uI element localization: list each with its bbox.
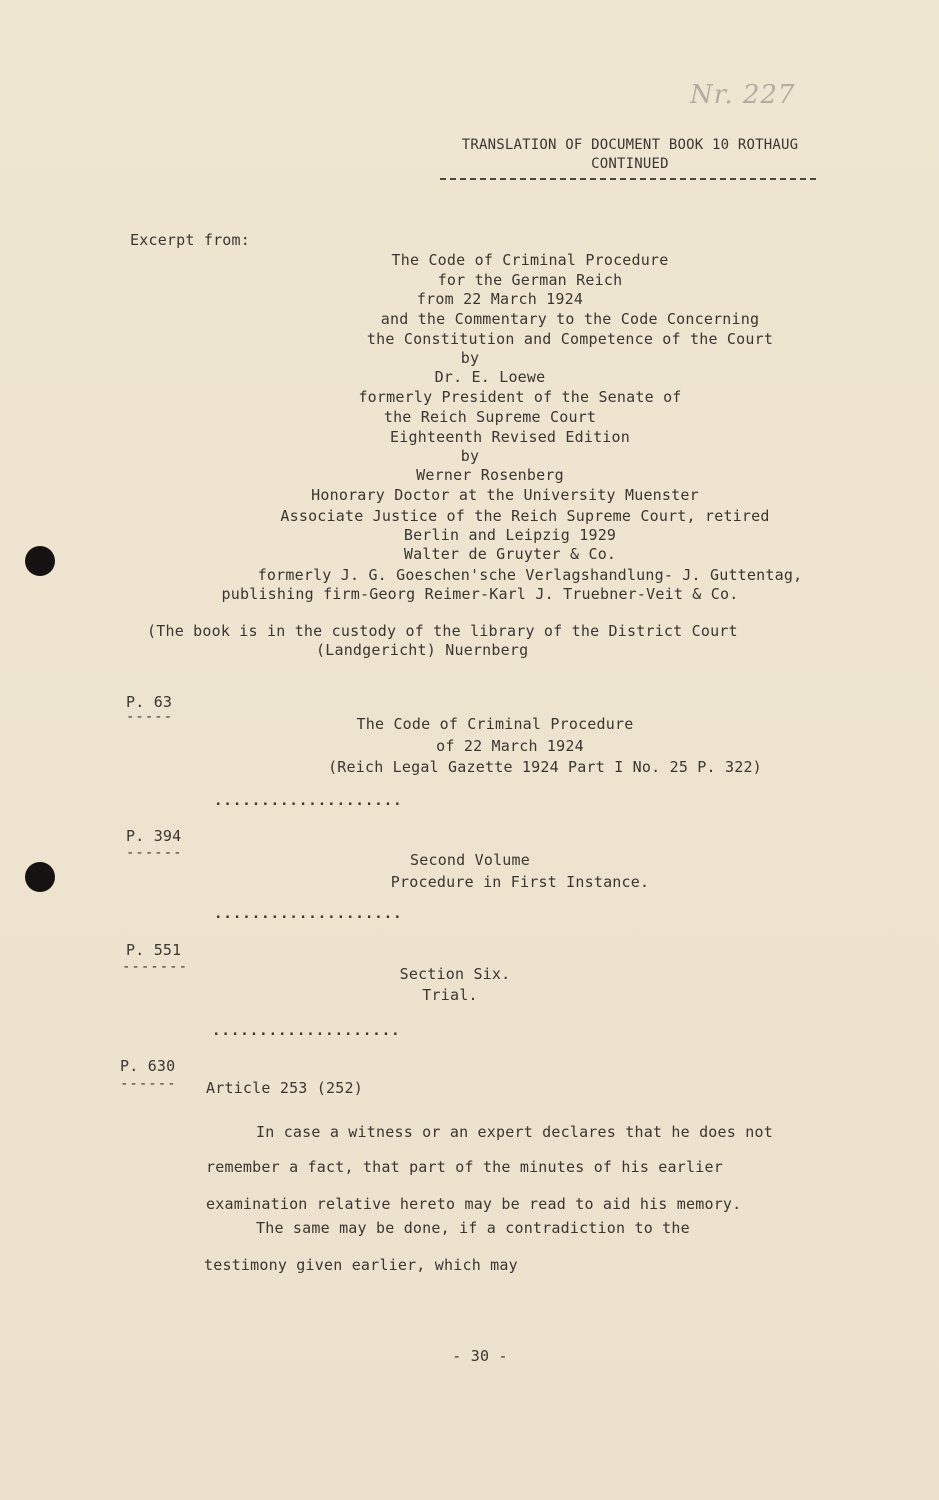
book-line: the Constitution and Competence of the Court (366, 330, 774, 348)
custody-note: (Landgericht) Nuernberg (316, 641, 529, 659)
page-number: - 30 - (452, 1347, 508, 1365)
page-ref-63: P. 63 (126, 693, 173, 711)
punch-hole-top (25, 546, 55, 576)
book-line: publishing firm-Georg Reimer-Karl J. Truebner-Veit & Co. (221, 585, 739, 603)
book-line: for the German Reich (437, 271, 623, 289)
section-heading: Section Six. (399, 965, 511, 983)
section-line: of 22 March 1924 (436, 737, 584, 755)
book-line: by (460, 349, 480, 367)
article-paragraph-line: remember a fact, that part of the minutes of his earlier (206, 1158, 723, 1176)
page-ref-underline: ------- (122, 959, 189, 975)
volume-title: Second Volume (410, 851, 530, 869)
page-ref-underline: ----- (126, 709, 174, 725)
page-ref-underline: ------ (126, 845, 183, 861)
volume-subtitle: Procedure in First Instance. (390, 873, 650, 891)
page-ref-underline: ------ (120, 1076, 177, 1092)
page-ref-551: P. 551 (126, 941, 182, 959)
document-subtitle: CONTINUED (591, 156, 669, 172)
article-paragraph-line: examination relative hereto may be read to aid his memory. (206, 1195, 742, 1213)
book-publisher: Walter de Gruyter & Co. (403, 545, 617, 563)
article-paragraph-line: In case a witness or an expert declares that he does not (256, 1123, 773, 1141)
book-line: and the Commentary to the Code Concerning (380, 310, 760, 328)
book-place-year: Berlin and Leipzig 1929 (403, 526, 617, 544)
section-subheading: Trial. (422, 986, 478, 1004)
book-author: Dr. E. Loewe (434, 368, 546, 386)
punch-hole-bottom (25, 862, 55, 892)
book-line: the Reich Supreme Court (383, 408, 597, 426)
dotted-separator: .................... (214, 906, 403, 922)
book-title: The Code of Criminal Procedure (391, 251, 669, 269)
title-rule (440, 178, 816, 180)
page-ref-630: P. 630 (120, 1057, 176, 1075)
book-line: Associate Justice of the Reich Supreme Court, retired (280, 507, 770, 525)
book-editor: Werner Rosenberg (416, 466, 564, 484)
article-heading: Article 253 (252) (206, 1079, 363, 1097)
archive-stamp: Nr. 227 (690, 80, 796, 110)
book-line: Honorary Doctor at the University Muenster (311, 486, 699, 504)
book-edition: Eighteenth Revised Edition (390, 428, 630, 446)
dotted-separator: .................... (214, 793, 403, 809)
book-line: formerly J. G. Goeschen'sche Verlagshandlung- J. Guttentag, (257, 566, 803, 584)
page-ref-394: P. 394 (126, 827, 182, 845)
book-line: from 22 March 1924 (416, 290, 584, 308)
book-line: by (460, 447, 480, 465)
document-title: TRANSLATION OF DOCUMENT BOOK 10 ROTHAUG (461, 137, 799, 153)
custody-note: (The book is in the custody of the library of the District Court (147, 622, 738, 640)
section-line: (Reich Legal Gazette 1924 Part I No. 25 P. 322) (328, 758, 762, 776)
book-line: formerly President of the Senate of (358, 388, 682, 406)
section-title: The Code of Criminal Procedure (356, 715, 634, 733)
dotted-separator: .................... (212, 1023, 401, 1039)
excerpt-label: Excerpt from: (130, 231, 250, 249)
article-paragraph-line: The same may be done, if a contradiction to the (256, 1219, 690, 1237)
article-paragraph-line: testimony given earlier, which may (204, 1256, 518, 1274)
